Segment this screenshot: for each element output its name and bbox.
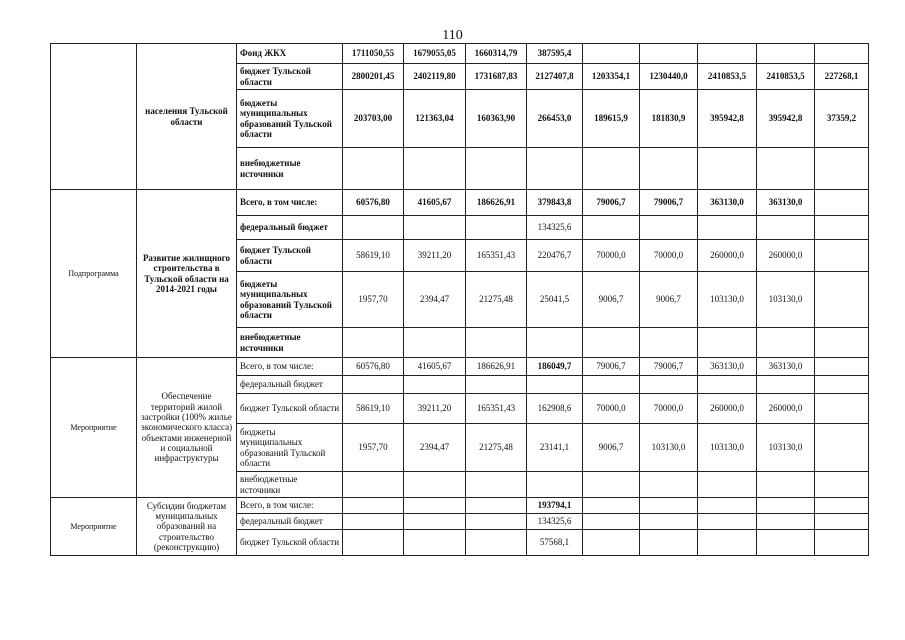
amount-cell: 260000,0 xyxy=(757,394,815,424)
amount-cell: 395942,8 xyxy=(698,90,757,148)
table-body xyxy=(51,44,869,556)
amount-cell: 121363,04 xyxy=(404,90,466,148)
amount-cell: 60576,80 xyxy=(343,190,404,216)
amount-cell xyxy=(757,328,815,358)
amount-cell: 363130,0 xyxy=(757,190,815,216)
amount-cell xyxy=(815,530,869,556)
amount-cell xyxy=(343,530,404,556)
amount-cell: 9006,7 xyxy=(583,424,640,472)
amount-cell xyxy=(404,148,466,190)
item-name: населения Тульской области xyxy=(137,44,237,190)
amount-cell xyxy=(404,472,466,498)
amount-cell: 227268,1 xyxy=(815,64,869,90)
funding-source: Всего, в том числе: xyxy=(237,498,343,514)
amount-cell xyxy=(583,376,640,394)
amount-cell: 70000,0 xyxy=(583,240,640,272)
amount-cell: 41605,67 xyxy=(404,190,466,216)
amount-cell: 9006,7 xyxy=(640,272,698,328)
amount-cell: 37359,2 xyxy=(815,90,869,148)
amount-cell: 1660314,79 xyxy=(466,44,527,64)
page-number: 110 xyxy=(442,28,463,43)
amount-cell: 1711050,55 xyxy=(343,44,404,64)
amount-cell xyxy=(698,148,757,190)
amount-cell xyxy=(815,514,869,530)
amount-cell: 25041,5 xyxy=(527,272,583,328)
amount-cell: 103130,0 xyxy=(698,272,757,328)
amount-cell: 2127407,8 xyxy=(527,64,583,90)
amount-cell xyxy=(698,216,757,240)
amount-cell: 21275,48 xyxy=(466,424,527,472)
funding-source: федеральный бюджет xyxy=(237,216,343,240)
table-row xyxy=(51,498,869,514)
amount-cell: 103130,0 xyxy=(698,424,757,472)
amount-cell: 79006,7 xyxy=(640,190,698,216)
amount-cell xyxy=(698,328,757,358)
amount-cell xyxy=(466,472,527,498)
amount-cell xyxy=(466,148,527,190)
amount-cell xyxy=(466,530,527,556)
amount-cell: 266453,0 xyxy=(527,90,583,148)
amount-cell xyxy=(815,190,869,216)
funding-source: Всего, в том числе: xyxy=(237,190,343,216)
amount-cell: 70000,0 xyxy=(583,394,640,424)
amount-cell xyxy=(527,376,583,394)
amount-cell xyxy=(757,514,815,530)
amount-cell xyxy=(815,216,869,240)
amount-cell: 186626,91 xyxy=(466,190,527,216)
amount-cell xyxy=(815,472,869,498)
item-name: Обеспечение территорий жилой застройки (100% жилье экономического класса) объектами инженерной и социальной инфраструктуры xyxy=(137,358,237,498)
amount-cell xyxy=(404,498,466,514)
amount-cell xyxy=(815,44,869,64)
amount-cell xyxy=(583,216,640,240)
amount-cell: 260000,0 xyxy=(698,240,757,272)
amount-cell xyxy=(815,328,869,358)
row-kind: Мероприятие xyxy=(51,358,137,498)
amount-cell xyxy=(466,514,527,530)
amount-cell xyxy=(640,376,698,394)
amount-cell: 58619,10 xyxy=(343,394,404,424)
amount-cell xyxy=(757,148,815,190)
amount-cell xyxy=(343,148,404,190)
amount-cell xyxy=(466,498,527,514)
amount-cell xyxy=(757,472,815,498)
amount-cell xyxy=(815,358,869,376)
amount-cell: 260000,0 xyxy=(757,240,815,272)
amount-cell: 220476,7 xyxy=(527,240,583,272)
amount-cell xyxy=(640,328,698,358)
amount-cell: 160363,90 xyxy=(466,90,527,148)
amount-cell: 203703,00 xyxy=(343,90,404,148)
amount-cell xyxy=(466,328,527,358)
item-name: Развитие жилищного строительства в Тульской области на 2014-2021 годы xyxy=(137,190,237,358)
amount-cell: 260000,0 xyxy=(698,394,757,424)
amount-cell: 162908,6 xyxy=(527,394,583,424)
amount-cell xyxy=(404,328,466,358)
amount-cell xyxy=(698,472,757,498)
amount-cell xyxy=(815,272,869,328)
amount-cell xyxy=(698,514,757,530)
amount-cell xyxy=(640,44,698,64)
amount-cell xyxy=(343,216,404,240)
amount-cell: 60576,80 xyxy=(343,358,404,376)
amount-cell xyxy=(404,530,466,556)
amount-cell: 1957,70 xyxy=(343,272,404,328)
amount-cell: 186626,91 xyxy=(466,358,527,376)
amount-cell: 103130,0 xyxy=(640,424,698,472)
amount-cell: 1731687,83 xyxy=(466,64,527,90)
amount-cell: 79006,7 xyxy=(640,358,698,376)
funding-source: бюджет Тульской области xyxy=(237,64,343,90)
amount-cell xyxy=(404,216,466,240)
amount-cell: 134325,6 xyxy=(527,216,583,240)
amount-cell: 103130,0 xyxy=(757,424,815,472)
amount-cell xyxy=(343,514,404,530)
amount-cell xyxy=(640,148,698,190)
amount-cell xyxy=(815,394,869,424)
amount-cell xyxy=(527,328,583,358)
amount-cell: 58619,10 xyxy=(343,240,404,272)
funding-source: бюджеты муниципальных образований Тульской области xyxy=(237,90,343,148)
amount-cell xyxy=(466,216,527,240)
amount-cell xyxy=(343,376,404,394)
amount-cell xyxy=(640,530,698,556)
amount-cell: 2394,47 xyxy=(404,424,466,472)
amount-cell xyxy=(815,498,869,514)
amount-cell xyxy=(698,44,757,64)
amount-cell: 57568,1 xyxy=(527,530,583,556)
amount-cell xyxy=(583,498,640,514)
amount-cell xyxy=(404,376,466,394)
amount-cell xyxy=(757,44,815,64)
budget-table xyxy=(50,43,869,556)
amount-cell xyxy=(640,472,698,498)
amount-cell: 9006,7 xyxy=(583,272,640,328)
amount-cell: 193794,1 xyxy=(527,498,583,514)
funding-source: внебюджетные источники xyxy=(237,472,343,498)
amount-cell xyxy=(527,472,583,498)
amount-cell: 2800201,45 xyxy=(343,64,404,90)
amount-cell: 186049,7 xyxy=(527,358,583,376)
amount-cell xyxy=(698,376,757,394)
amount-cell: 189615,9 xyxy=(583,90,640,148)
amount-cell xyxy=(404,514,466,530)
amount-cell: 363130,0 xyxy=(757,358,815,376)
amount-cell: 2402119,80 xyxy=(404,64,466,90)
amount-cell xyxy=(698,530,757,556)
amount-cell: 39211,20 xyxy=(404,394,466,424)
amount-cell xyxy=(757,376,815,394)
amount-cell: 181830,9 xyxy=(640,90,698,148)
amount-cell xyxy=(815,148,869,190)
amount-cell: 79006,7 xyxy=(583,190,640,216)
amount-cell xyxy=(815,424,869,472)
funding-source: федеральный бюджет xyxy=(237,376,343,394)
amount-cell: 379843,8 xyxy=(527,190,583,216)
amount-cell: 103130,0 xyxy=(757,272,815,328)
row-kind: Мероприятие xyxy=(51,498,137,556)
amount-cell xyxy=(640,216,698,240)
amount-cell xyxy=(527,148,583,190)
amount-cell: 1230440,0 xyxy=(640,64,698,90)
funding-source: внебюджетные источники xyxy=(237,148,343,190)
amount-cell xyxy=(466,376,527,394)
amount-cell: 165351,43 xyxy=(466,394,527,424)
funding-source: федеральный бюджет xyxy=(237,514,343,530)
amount-cell: 1203354,1 xyxy=(583,64,640,90)
amount-cell: 39211,20 xyxy=(404,240,466,272)
funding-source: Всего, в том числе: xyxy=(237,358,343,376)
amount-cell: 363130,0 xyxy=(698,358,757,376)
amount-cell: 387595,4 xyxy=(527,44,583,64)
amount-cell: 79006,7 xyxy=(583,358,640,376)
amount-cell: 2394,47 xyxy=(404,272,466,328)
amount-cell: 134325,6 xyxy=(527,514,583,530)
table-row xyxy=(51,358,869,376)
amount-cell: 165351,43 xyxy=(466,240,527,272)
row-kind: Подпрограмма xyxy=(51,190,137,358)
row-kind xyxy=(51,44,137,190)
funding-source: бюджеты муниципальных образований Тульской области xyxy=(237,272,343,328)
amount-cell xyxy=(757,498,815,514)
amount-cell: 363130,0 xyxy=(698,190,757,216)
amount-cell xyxy=(698,498,757,514)
amount-cell xyxy=(343,498,404,514)
amount-cell: 70000,0 xyxy=(640,240,698,272)
item-name: Субсидии бюджетам муниципальных образований на строительство (реконструкцию) xyxy=(137,498,237,556)
amount-cell xyxy=(583,514,640,530)
amount-cell: 395942,8 xyxy=(757,90,815,148)
amount-cell: 70000,0 xyxy=(640,394,698,424)
amount-cell xyxy=(640,498,698,514)
funding-source: бюджет Тульской области xyxy=(237,394,343,424)
amount-cell xyxy=(815,240,869,272)
amount-cell: 2410853,5 xyxy=(757,64,815,90)
amount-cell xyxy=(583,148,640,190)
amount-cell: 2410853,5 xyxy=(698,64,757,90)
amount-cell xyxy=(343,472,404,498)
amount-cell: 23141,1 xyxy=(527,424,583,472)
amount-cell: 21275,48 xyxy=(466,272,527,328)
amount-cell: 1679055,05 xyxy=(404,44,466,64)
amount-cell: 1957,70 xyxy=(343,424,404,472)
amount-cell xyxy=(583,44,640,64)
funding-source: бюджет Тульской области xyxy=(237,240,343,272)
amount-cell xyxy=(343,328,404,358)
funding-source: Фонд ЖКХ xyxy=(237,44,343,64)
amount-cell: 41605,67 xyxy=(404,358,466,376)
table-row xyxy=(51,190,869,216)
table-row xyxy=(51,44,869,64)
amount-cell xyxy=(757,216,815,240)
amount-cell xyxy=(815,376,869,394)
funding-source: внебюджетные источники xyxy=(237,328,343,358)
amount-cell xyxy=(583,530,640,556)
amount-cell xyxy=(583,472,640,498)
amount-cell xyxy=(757,530,815,556)
amount-cell xyxy=(583,328,640,358)
funding-source: бюджеты муниципальных образований Тульской области xyxy=(237,424,343,472)
funding-source: бюджет Тульской области xyxy=(237,530,343,556)
amount-cell xyxy=(640,514,698,530)
